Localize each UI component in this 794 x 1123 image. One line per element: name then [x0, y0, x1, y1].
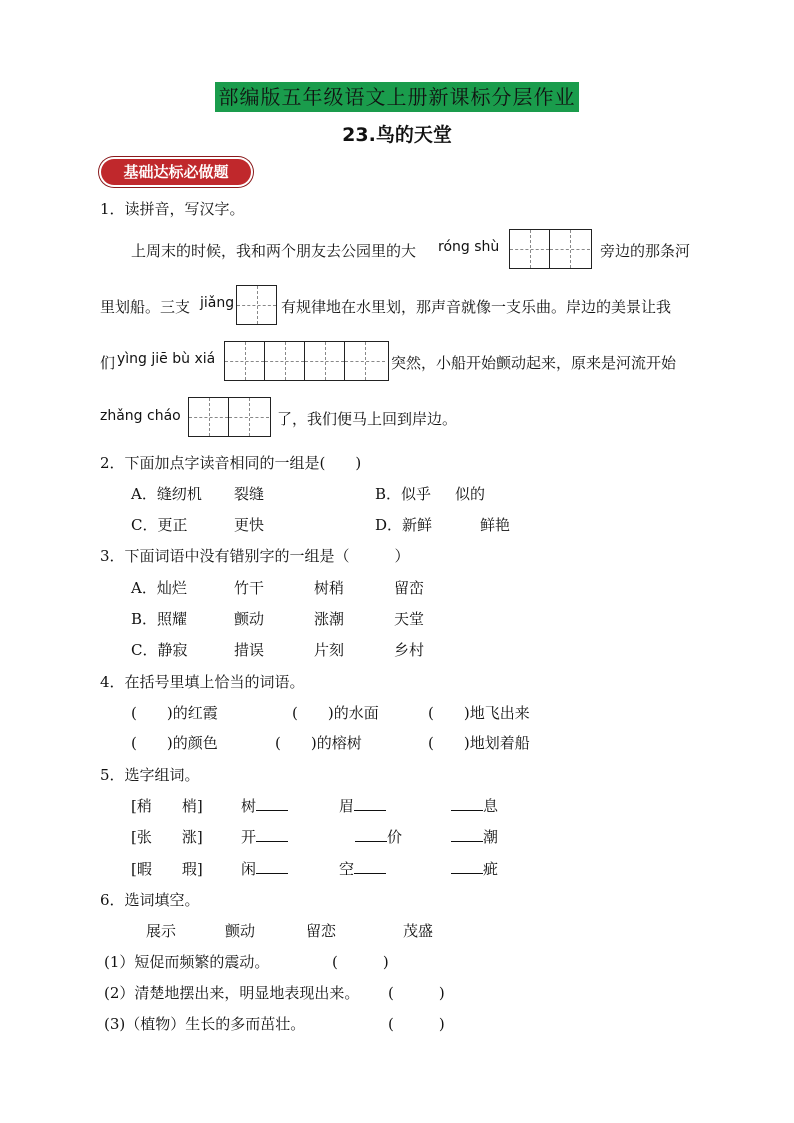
q6-item-2-blank[interactable]: ( ): [388, 984, 445, 1002]
q5-row1-item-b[interactable]: 眉: [339, 796, 386, 816]
q1-pinyin-jiang: jiǎng: [200, 295, 235, 311]
q3-option-c[interactable]: C．静寂: [131, 641, 188, 659]
q4-blank-5[interactable]: ( )的榕树: [275, 734, 362, 752]
q3-option-b[interactable]: B．照耀: [131, 610, 188, 628]
q1-line1-text: 上周末的时候，我和两个朋友去公园里的大: [131, 242, 417, 260]
q6-title: 6．选词填空。: [100, 891, 200, 909]
section-badge: 基础达标必做题: [101, 159, 251, 185]
q6-item-1-text: (1）短促而频繁的震动。: [104, 953, 270, 971]
q3-c-word3: 片刻: [314, 641, 345, 659]
q6-item-3-text: (3)（植物）生长的多而茁壮。: [104, 1015, 306, 1033]
q5-row1-item-a[interactable]: 树: [241, 796, 288, 816]
q1-line2-text: 里划船。三支: [100, 298, 191, 316]
q5-row1-item-c[interactable]: 息: [451, 796, 498, 816]
q1-pinyin-yingjiebuxia: yìng jiē bù xiá: [117, 351, 216, 367]
q3-c-word4: 乡村: [394, 641, 425, 659]
q6-item-2-text: (2）清楚地摆出来，明显地表现出来。: [104, 984, 360, 1002]
q2-option-d-word2: 鲜艳: [480, 516, 511, 534]
q5-row2-item-b[interactable]: 价: [355, 827, 402, 847]
q2-option-d[interactable]: D．新鲜: [375, 516, 433, 534]
q2-option-b-word2: 似的: [455, 485, 486, 503]
q2-option-c-word2: 更快: [234, 516, 265, 534]
q3-b-word2: 颤动: [234, 610, 265, 628]
q1-line3-text: 们: [100, 354, 116, 372]
q4-blank-2[interactable]: ( )的水面: [292, 704, 379, 722]
q2-option-b[interactable]: B．似乎: [375, 485, 432, 503]
q6-word-2: 颤动: [225, 922, 256, 940]
q5-row1-choice: [稍 梢]: [131, 797, 203, 815]
q3-title: 3．下面词语中没有错别字的一组是（ ）: [100, 547, 410, 565]
q3-a-word3: 树稍: [314, 579, 345, 597]
q3-a-word2: 竹干: [234, 579, 265, 597]
lesson-title: 23.鸟的天堂: [342, 124, 452, 146]
q1-writing-grid-2[interactable]: [236, 285, 277, 325]
q1-line3-end: 突然，小船开始颤动起来，原来是河流开始: [391, 354, 677, 372]
q5-row2-item-a[interactable]: 开: [241, 827, 288, 847]
q6-item-1-blank[interactable]: ( ): [332, 953, 389, 971]
q3-b-word4: 天堂: [394, 610, 425, 628]
q5-title: 5．选字组词。: [100, 766, 200, 784]
q3-a-word4: 留峦: [394, 579, 425, 597]
q1-line4-end: 了，我们便马上回到岸边。: [277, 410, 458, 428]
q5-row3-item-a[interactable]: 闲: [241, 859, 288, 879]
q2-option-a-word2: 裂缝: [234, 485, 265, 503]
q1-pinyin-zhangchao: zhǎng cháo: [100, 408, 181, 424]
q1-pinyin-rongshu: róng shù: [438, 239, 500, 255]
q1-line2-end: 有规律地在水里划，那声音就像一支乐曲。岸边的美景让我: [281, 298, 672, 316]
q3-b-word3: 涨潮: [314, 610, 345, 628]
q2-option-a[interactable]: A．缝纫机: [131, 485, 202, 503]
series-title-banner: 部编版五年级语文上册新课标分层作业: [215, 82, 579, 112]
q1-writing-grid-3[interactable]: [224, 341, 389, 381]
q4-title: 4．在括号里填上恰当的词语。: [100, 673, 305, 691]
q6-word-3: 留恋: [306, 922, 337, 940]
q6-item-3-blank[interactable]: ( ): [388, 1015, 445, 1033]
q5-row3-choice: [暇 瑕]: [131, 860, 203, 878]
q3-option-a[interactable]: A．灿烂: [131, 579, 187, 597]
q1-title: 1．读拼音，写汉字。: [100, 200, 245, 218]
q1-line1-end: 旁边的那条河: [600, 242, 691, 260]
q5-row3-item-c[interactable]: 疵: [451, 859, 498, 879]
q5-row2-item-c[interactable]: 潮: [451, 827, 498, 847]
q4-blank-3[interactable]: ( )地飞出来: [428, 704, 530, 722]
q5-row2-choice: [张 涨]: [131, 828, 203, 846]
q5-row3-item-b[interactable]: 空: [339, 859, 386, 879]
q4-blank-4[interactable]: ( )的颜色: [131, 734, 218, 752]
q2-title: 2．下面加点字读音相同的一组是( ): [100, 454, 362, 472]
q4-blank-1[interactable]: ( )的红霞: [131, 704, 218, 722]
q3-c-word2: 措误: [234, 641, 265, 659]
q1-writing-grid-4[interactable]: [188, 397, 271, 437]
q2-option-c[interactable]: C．更正: [131, 516, 188, 534]
q1-writing-grid-1[interactable]: [509, 229, 592, 269]
q6-word-1: 展示: [146, 922, 177, 940]
q4-blank-6[interactable]: ( )地划着船: [428, 734, 530, 752]
q6-word-4: 茂盛: [403, 922, 434, 940]
